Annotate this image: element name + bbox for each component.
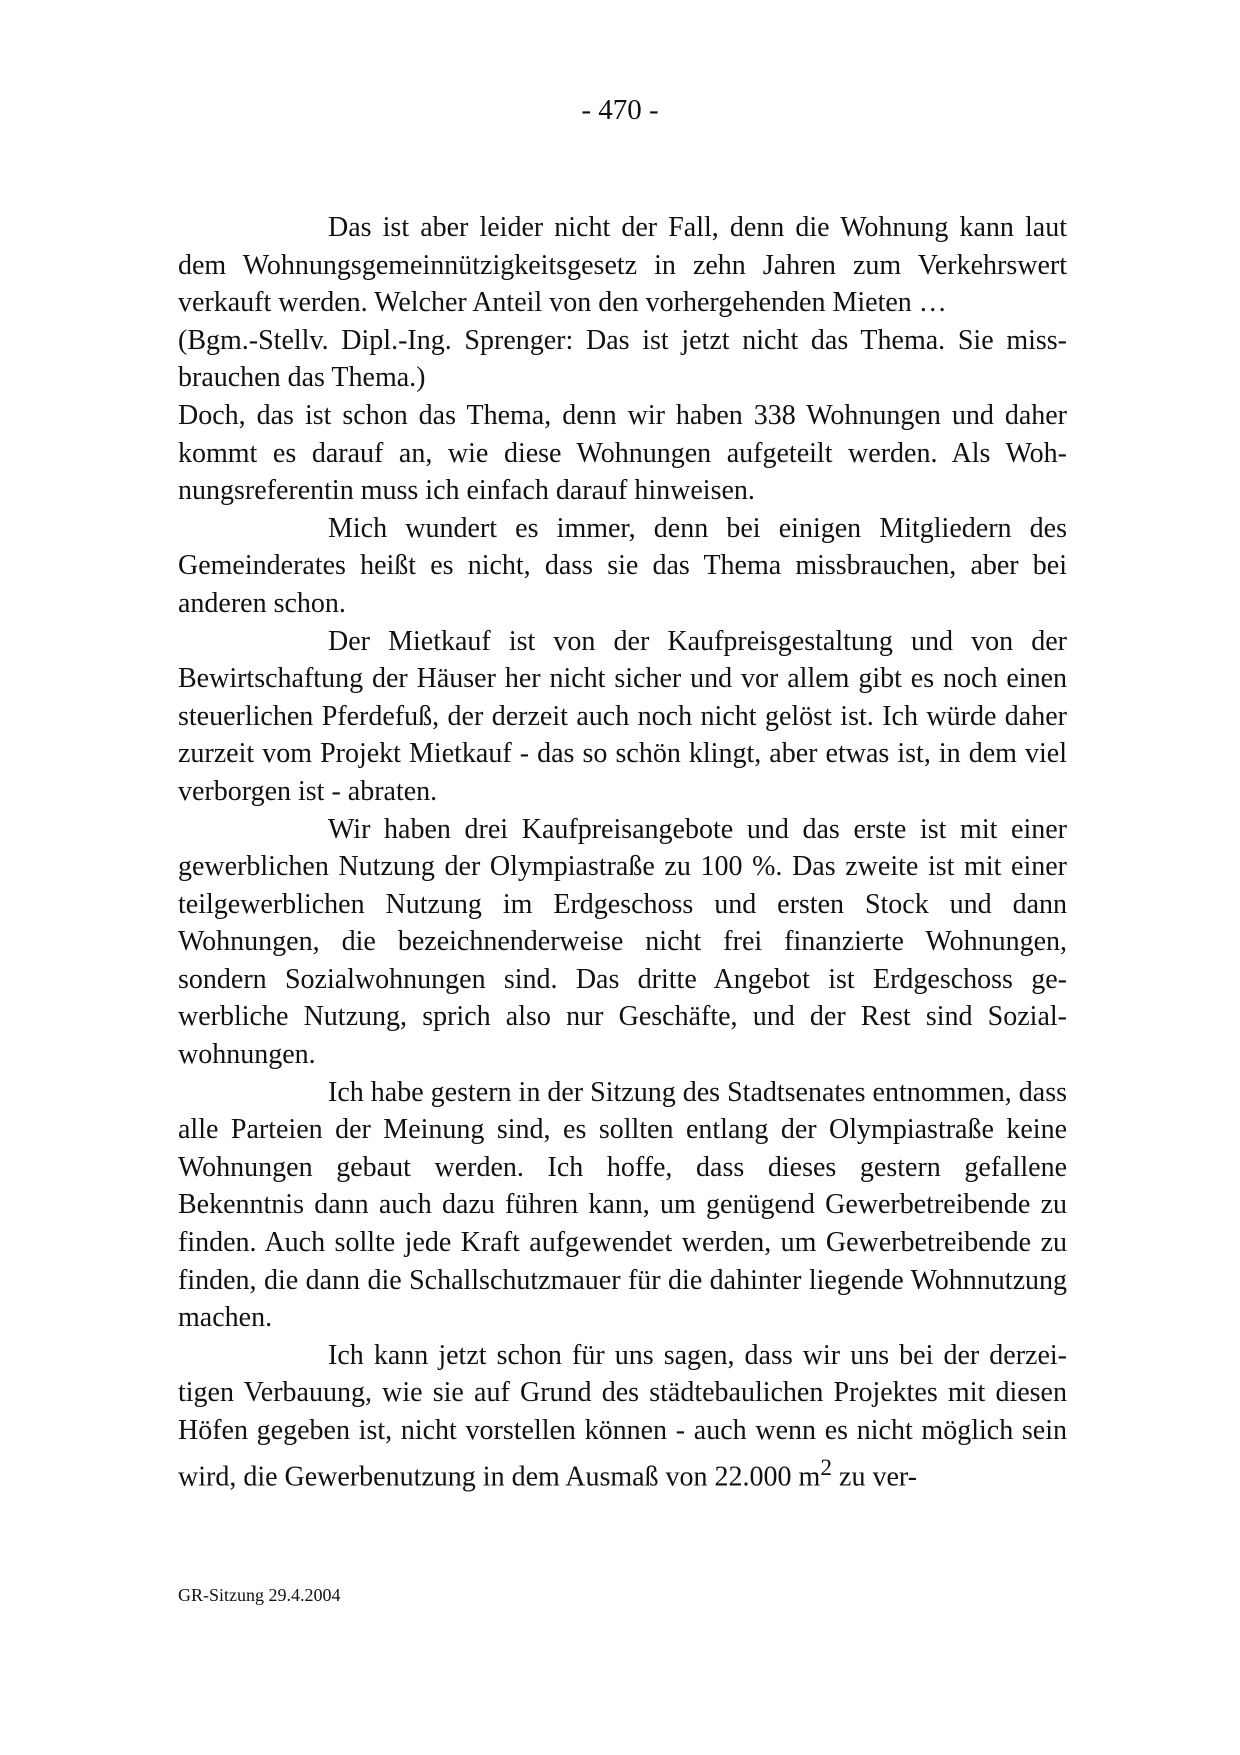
superscript-exponent: 2 [820, 1454, 833, 1481]
interjection-paragraph: (Bgm.-Stellv. Dipl.-Ing. Sprenger: Das ist jetzt nicht das Thema. Sie missbrauchen das Thema.) [178, 324, 1067, 394]
paragraph-text-before: Ich kann jetzt schon für uns sagen, dass wir uns bei der derzeitigen Verbauung, wie sie auf Grund des städtebaulichen Projektes mit diesen Höfen gegeben ist, nicht vorstellen können - auch wenn es nicht möglich sein wird, die Gewerbenutzung in dem Ausmaß von 22.000 m [178, 1339, 1067, 1492]
paragraph: Ich habe gestern in der Sitzung des Stadtsenates entnommen, dass alle Parteien der Meinung sind, es sollten entlang der Olympiastraße keine Wohnungen gebaut werden. Ich hoffe, dass dieses gestern gefallene Bekenntnis dann auch dazu führen kann, um genügend Gewerbetreibende zu finden. Auch sollte jede Kraft aufgewendet werden, um Gewerbetreibende zu finden, die dann die Schallschutzmauer für die dahinter liegende Wohnnutzung machen. [178, 1076, 1067, 1334]
paragraph-text-after: zu ver- [832, 1460, 917, 1492]
paragraph: Wir haben drei Kaufpreisangebote und das erste ist mit einer gewerblichen Nutzung der Olympiastraße zu 100 %. Das zweite ist mit einer teilgewerblichen Nutzung im Erdgeschoss und ersten Stock und dann Wohnungen, die bezeichnenderweise nicht frei finanzierte Wohnungen, sondern Sozialwohnungen sind. Das dritte Angebot ist Erdgeschoss gewerbliche Nutzung, sprich also nur Geschäfte, und der Rest sind Sozialwohnungen. [178, 813, 1067, 1071]
footer-session-date: GR-Sitzung 29.4.2004 [178, 1585, 341, 1605]
paragraph-with-superscript [178, 1337, 1067, 1496]
paragraph: Das ist aber leider nicht der Fall, denn die Wohnung kann laut dem Wohnungsgemeinnützigkeitsgesetz in zehn Jahren zum Verkehrswert verkauft werden. Welcher Anteil von den vorhergehenden Mieten … [178, 212, 1067, 319]
page-number: - 470 - [581, 94, 659, 126]
body-text [178, 209, 1067, 1496]
paragraph: Doch, das ist schon das Thema, denn wir haben 338 Wohnungen und daher kommt es darauf an, wie diese Wohnungen aufgeteilt werden. Als Wohnungsreferentin muss ich einfach darauf hinweisen. [178, 399, 1067, 507]
paragraph: Mich wundert es immer, denn bei einigen Mitgliedern des Gemeinderates heißt es nicht, dass sie das Thema missbrauchen, aber bei anderen schon. [178, 512, 1067, 619]
paragraph: Der Mietkauf ist von der Kaufpreisgestaltung und von der Bewirtschaftung der Häuser her nicht sicher und vor allem gibt es noch einen steuerlichen Pferdefuß, der derzeit auch noch nicht gelöst ist. Ich würde daher zurzeit vom Projekt Mietkauf - das so schön klingt, aber etwas ist, in dem viel verborgen ist - abraten. [178, 625, 1067, 807]
